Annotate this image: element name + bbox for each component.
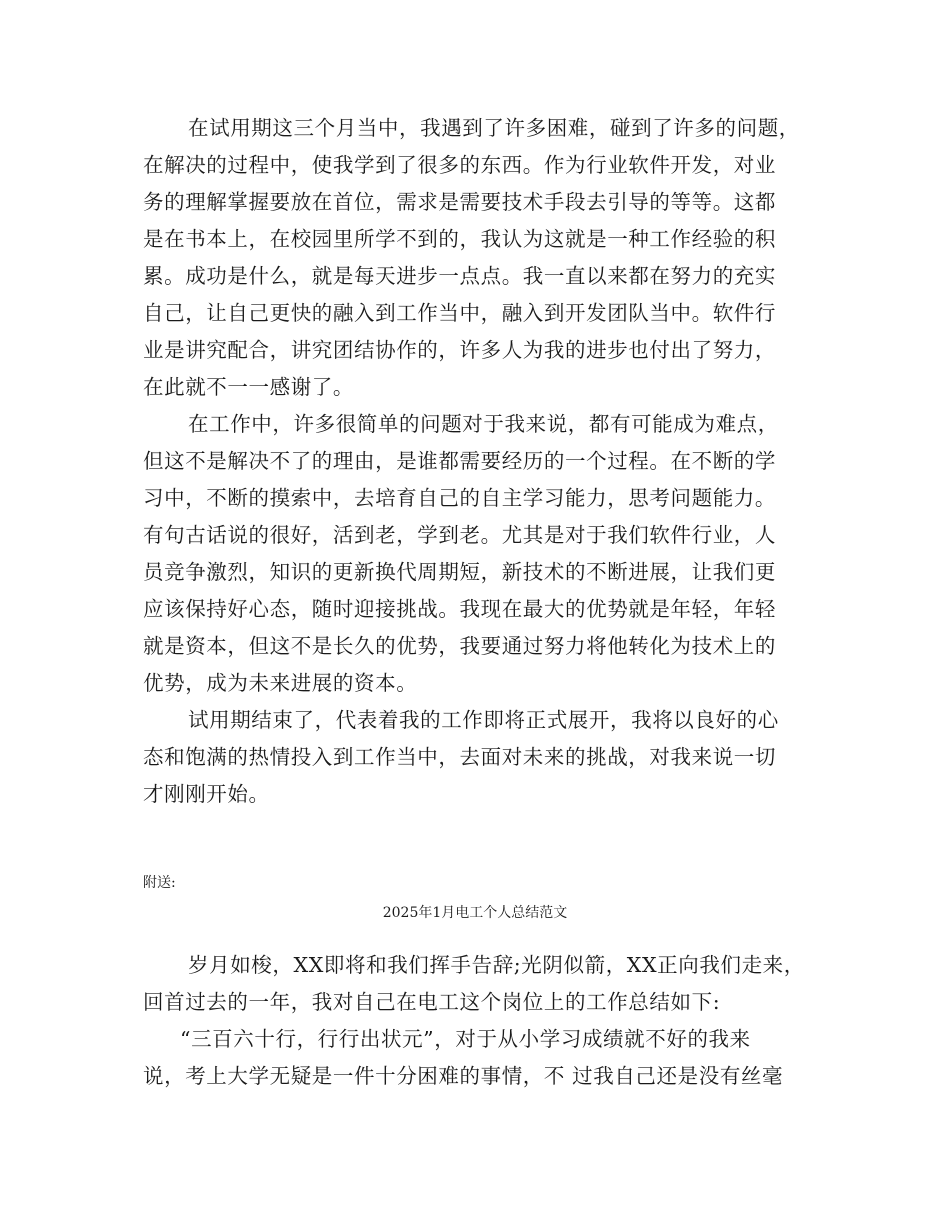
paragraph-line: 才刚刚开始。 xyxy=(143,782,270,806)
paragraph-line: 在此就不一一感谢了。 xyxy=(143,375,354,399)
paragraph-line: 是在书本上，在校园里所学不到的，我认为这就是一种工作经验的积 xyxy=(143,227,776,251)
paragraph-line: 回首过去的一年，我对自己在电工这个岗位上的工作总结如下: xyxy=(143,990,721,1014)
paragraph-line: 业是讲究配合，讲究团结协作的，许多人为我的进步也付出了努力， xyxy=(143,338,776,362)
appendix-label: 附送: xyxy=(143,875,176,891)
paragraph-line: 但这不是解决不了的理由，是谁都需要经历的一个过程。在不断的学 xyxy=(143,449,776,473)
paragraph-line: 试用期结束了，代表着我的工作即将正式展开，我将以良好的心 xyxy=(188,708,779,732)
paragraph-line: 务的理解掌握要放在首位，需求是需要技术手段去引导的等等。这都 xyxy=(143,190,776,214)
paragraph-line: 累。成功是什么，就是每天进步一点点。我一直以来都在努力的充实 xyxy=(143,264,776,288)
paragraph-line: 在工作中，许多很简单的问题对于我来说，都有可能成为难点， xyxy=(188,412,779,436)
paragraph-line: 态和饱满的热情投入到工作当中，去面对未来的挑战，对我来说一切 xyxy=(143,745,776,769)
paragraph-line: 在试用期这三个月当中，我遇到了许多困难，碰到了许多的问题， xyxy=(188,116,800,140)
paragraph-line: 自己，让自己更快的融入到工作当中，融入到开发团队当中。软件行 xyxy=(143,301,776,325)
paragraph-line: 就是资本，但这不是长久的优势，我要通过努力将他转化为技术上的 xyxy=(143,634,776,658)
paragraph-line: 应该保持好心态，随时迎接挑战。我现在最大的优势就是年轻，年轻 xyxy=(143,597,776,621)
appendix-title: 2025年1月电工个人总结范文 xyxy=(382,905,568,921)
paragraph-line: 岁月如梭，XX即将和我们挥手告辞;光阴似箭，XX正向我们走来， xyxy=(188,953,805,977)
paragraph-line: 在解决的过程中，使我学到了很多的东西。作为行业软件开发，对业 xyxy=(143,153,776,177)
paragraph-line: 习中，不断的摸索中，去培育自己的自主学习能力，思考问题能力。 xyxy=(143,486,776,510)
paragraph-line: “三百六十行，行行出状元”，对于从小学习成绩就不好的我来 xyxy=(180,1027,751,1051)
paragraph-line: 员竞争激烈，知识的更新换代周期短，新技术的不断进展，让我们更 xyxy=(143,560,776,584)
paragraph-line: 有句古话说的很好，活到老，学到老。尤其是对于我们软件行业，人 xyxy=(143,523,776,547)
paragraph-line: 说，考上大学无疑是一件十分困难的事情，不 过我自己还是没有丝毫 xyxy=(143,1064,784,1088)
paragraph-line: 优势，成为未来进展的资本。 xyxy=(143,671,418,695)
